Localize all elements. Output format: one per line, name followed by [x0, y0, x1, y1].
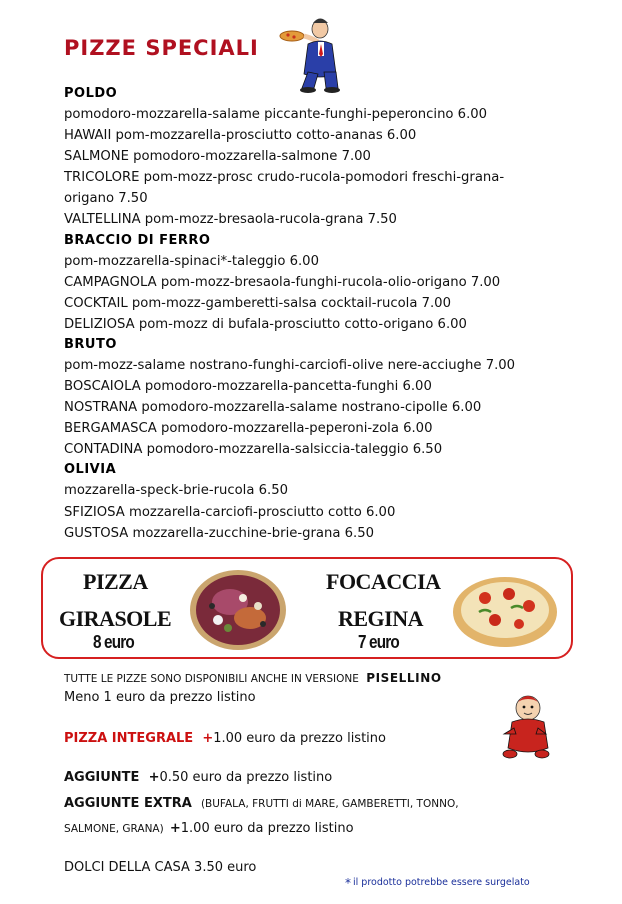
menu-item: DELIZIOSA pom-mozz di bufala-prosciutto cotto-origano 6.00 [64, 316, 467, 332]
footnote-text: il prodotto potrebbe essere surgelato [353, 877, 530, 888]
banner-left-price: 8 euro [93, 632, 134, 652]
menu-item: SFIZIOSA mozzarella-carciofi-prosciutto cotto 6.00 [64, 504, 396, 520]
banner-left-line2: GIRASOLE [59, 606, 172, 631]
banner-right-line2: REGINA [338, 606, 424, 631]
extra-line-2 [64, 821, 354, 836]
menu-item: TRICOLORE pom-mozz-prosc crudo-rucola-pomodori freschi-grana- [64, 170, 505, 186]
menu-item: HAWAII pom-mozzarella-prosciutto cotto-ananas 6.00 [64, 128, 417, 144]
chef-with-pizza-icon [278, 14, 346, 94]
section-header-poldo: POLDO [64, 86, 118, 101]
page-title: PIZZE SPECIALI [64, 36, 259, 60]
focaccia-photo [449, 568, 561, 652]
meno-line: Meno 1 euro da prezzo listino [64, 690, 256, 705]
section-header-olivia: OLIVIA [64, 462, 117, 478]
integrale-line [64, 731, 386, 746]
menu-item: SALMONE pomodoro-mozzarella-salmone 7.00 [64, 149, 371, 165]
integrale-plus: + [202, 731, 214, 746]
menu-item: BERGAMASCA pomodoro-mozzarella-peperoni-zola 6.00 [64, 421, 433, 437]
footnote [345, 876, 530, 890]
pisellino-label: PISELLINO [366, 671, 442, 685]
menu-item: pom-mozz-salame nostrano-funghi-carciofi-olive nere-acciughe 7.00 [64, 357, 516, 373]
extra-line-1 [64, 796, 459, 811]
aggiunte-label: AGGIUNTE [64, 770, 140, 785]
integrale-price: 1.00 euro da prezzo listino [213, 731, 386, 746]
extra-plus: + [169, 821, 181, 836]
section-header-braccio-di-ferro: BRACCIO DI FERRO [64, 232, 211, 248]
extra-list-2: SALMONE, GRANA) [64, 823, 164, 835]
banner-right-line1: FOCACCIA [326, 569, 441, 594]
extra-price: 1.00 euro da prezzo listino [180, 821, 354, 836]
aggiunte-line [64, 770, 332, 785]
banner-right-price: 7 euro [358, 632, 399, 652]
integrale-label: PIZZA INTEGRALE [64, 731, 194, 746]
extra-list-1: (BUFALA, FRUTTI di MARE, GAMBERETTI, TONNO, [200, 798, 459, 810]
menu-item: CONTADINA pomodoro-mozzarella-salsiccia-taleggio 6.50 [64, 442, 443, 458]
menu-list [64, 84, 564, 544]
versione-text: TUTTE LE PIZZE SONO DISPONIBILI ANCHE IN VERSIONE [64, 673, 359, 685]
footnote-star: * [345, 876, 351, 890]
menu-item: origano 7.50 [64, 191, 148, 207]
specials-banner [41, 557, 573, 659]
menu-item: COCKTAIL pom-mozz-gamberetti-salsa cocktail-rucola 7.00 [64, 295, 451, 311]
menu-item: CAMPAGNOLA pom-mozz-bresaola-funghi-rucola-olio-origano 7.00 [64, 274, 501, 290]
menu-item: mozzarella-speck-brie-rucola 6.50 [64, 483, 288, 499]
banner-left-line1: PIZZA [83, 569, 148, 594]
menu-item: NOSTRANA pomodoro-mozzarella-salame nostrano-cipolle 6.00 [64, 400, 482, 416]
menu-item: BOSCAIOLA pomodoro-mozzarella-pancetta-funghi 6.00 [64, 379, 432, 395]
menu-item: VALTELLINA pom-mozz-bresaola-rucola-grana 7.50 [64, 212, 397, 228]
aggiunte-plus: + [148, 770, 160, 785]
dolci-line: DOLCI DELLA CASA 3.50 euro [64, 860, 257, 875]
menu-item: pom-mozzarella-spinaci*-taleggio 6.00 [64, 253, 319, 269]
menu-item: GUSTOSA mozzarella-zucchine-brie-grana 6.50 [64, 525, 374, 541]
menu-item: pomodoro-mozzarella-salame piccante-funghi-peperoncino 6.00 [64, 107, 488, 122]
section-header-bruto: BRUTO [64, 336, 117, 352]
aggiunte-price: 0.50 euro da prezzo listino [159, 770, 333, 785]
versione-note [64, 671, 442, 685]
baby-character-icon [498, 692, 554, 762]
pizza-photo [188, 568, 288, 652]
extra-label: AGGIUNTE EXTRA [64, 796, 192, 811]
